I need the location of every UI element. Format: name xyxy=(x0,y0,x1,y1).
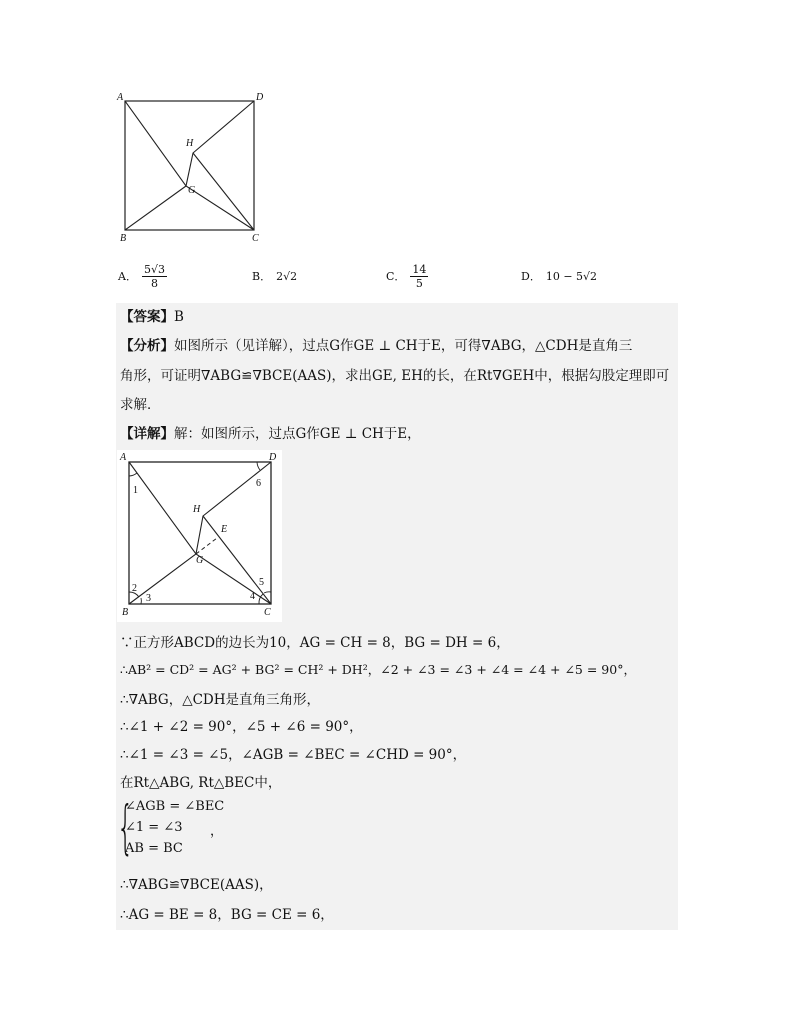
label-d-2: D xyxy=(269,452,277,463)
answer-tag: 【答案】 xyxy=(120,309,174,325)
label-c-2: C xyxy=(264,607,271,618)
figure-1 xyxy=(116,92,272,248)
step-8: ∴AG = BE = 8，BG = CE = 6， xyxy=(120,907,334,923)
system-comma: ， xyxy=(210,824,224,839)
step-2: ∴AB² = CD² = AG² + BG² = CH² + DH²，∠2 + ∠3 = ∠3 + ∠4 = ∠4 + ∠5 = 90°， xyxy=(120,662,636,677)
answer-line xyxy=(120,305,184,325)
choice-c-fraction xyxy=(410,263,428,290)
figure-2-svg xyxy=(117,450,282,622)
label-b-2: B xyxy=(122,607,129,618)
analysis-line-1 xyxy=(120,334,632,354)
choice-d-value: 10 − 5√2 xyxy=(545,269,598,283)
label-e-2: E xyxy=(221,524,228,535)
label-c: C xyxy=(252,233,259,244)
segment-hc xyxy=(193,153,254,230)
detail-tag: 【详解】 xyxy=(120,426,174,442)
choice-b-value: 2√2 xyxy=(276,269,298,283)
label-g: G xyxy=(188,185,196,196)
system-line-2: ∠1 = ∠3 xyxy=(125,820,183,835)
step-6: 在Rt△ABG, Rt△BEC中， xyxy=(120,775,282,791)
answer-value: B xyxy=(174,309,184,325)
choice-b[interactable] xyxy=(252,258,297,294)
choice-c[interactable] xyxy=(386,258,428,294)
analysis-line-3: 求解． xyxy=(120,397,161,413)
label-g-2: G xyxy=(196,555,204,566)
arc-angle-1 xyxy=(129,473,137,476)
angle-3-label: 3 xyxy=(146,593,151,604)
choice-d[interactable] xyxy=(521,258,597,294)
angle-6-label: 6 xyxy=(256,478,261,489)
square-abcd xyxy=(125,101,254,230)
choice-a[interactable] xyxy=(118,258,167,294)
angle-2-label: 2 xyxy=(132,583,137,594)
choice-b-letter: B． xyxy=(252,270,272,283)
system-line-3: AB = BC xyxy=(125,841,183,856)
label-a-2: A xyxy=(120,452,127,463)
figure-2 xyxy=(117,450,282,622)
step-7: ∴∇ABG≌∇BCE(AAS)， xyxy=(120,877,273,893)
analysis-text-1: 如图所示（见详解），过点G作GE ⊥ CH于E，可得∇ABG，△CDH是直角三 xyxy=(174,338,633,354)
choice-c-letter: C． xyxy=(386,270,406,283)
angle-5-label: 5 xyxy=(259,577,264,588)
figure-1-svg xyxy=(116,92,272,248)
angle-1-label: 1 xyxy=(133,485,138,496)
system-line-1: ∠AGB = ∠BEC xyxy=(125,799,225,814)
segment-hc-2 xyxy=(203,516,271,604)
choice-d-letter: D． xyxy=(521,270,541,283)
angle-4-label: 4 xyxy=(250,591,255,602)
choice-a-numerator: 5√3 xyxy=(143,262,165,276)
dashed-ge xyxy=(196,538,217,554)
analysis-line-2: 角形，可证明∇ABG≌∇BCE(AAS)，求出GE, EH的长，在Rt∇GEH中，根据勾股定理即可 xyxy=(120,368,670,384)
arc-angle-5 xyxy=(264,592,271,593)
choice-c-denominator: 5 xyxy=(415,276,423,290)
choice-a-fraction xyxy=(142,263,167,290)
choice-a-letter: A． xyxy=(118,270,137,283)
segments-ag-gc xyxy=(125,101,254,230)
detail-text: 解：如图所示，过点G作GE ⊥ CH于E， xyxy=(174,426,421,442)
analysis-tag: 【分析】 xyxy=(120,338,174,354)
label-b: B xyxy=(120,233,127,244)
system-brace: { xyxy=(117,793,134,861)
step-5: ∴∠1 = ∠3 = ∠5，∠AGB = ∠BEC = ∠CHD = 90°， xyxy=(120,747,467,763)
label-d: D xyxy=(256,92,264,103)
label-a: A xyxy=(117,92,124,103)
choice-c-numerator: 14 xyxy=(412,262,427,276)
detail-line xyxy=(120,422,421,442)
step-3: ∴∇ABG，△CDH是直角三角形， xyxy=(120,692,321,708)
arc-angle-4 xyxy=(259,594,263,604)
arc-angle-6 xyxy=(257,462,260,470)
segments-bg-gh-hd xyxy=(125,101,254,230)
step-4: ∴∠1 + ∠2 = 90°，∠5 + ∠6 = 90°， xyxy=(120,719,363,735)
step-1: ∵正方形ABCD的边长为10，AG = CH = 8，BG = DH = 6， xyxy=(120,635,510,651)
segments-bg-gh-hd-2 xyxy=(129,462,271,604)
label-h: H xyxy=(186,138,194,149)
label-h-2: H xyxy=(193,504,201,515)
choice-a-denominator: 8 xyxy=(150,276,158,290)
